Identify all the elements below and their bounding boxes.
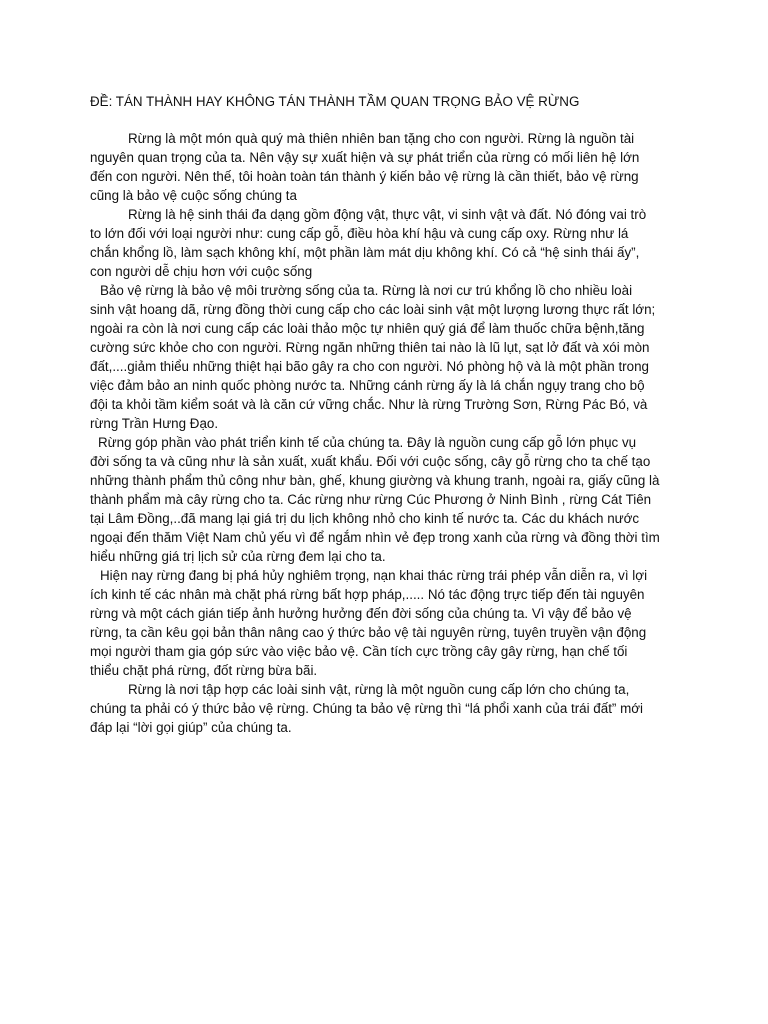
text-line: chắn khổng lồ, làm sạch không khí, một phần làm mát dịu không khí. Có cả “hệ sinh thái ấy”, [90, 245, 640, 260]
paragraph-economy [90, 433, 688, 566]
text-line: ngoài ra còn là nơi cung cấp các loài thảo mộc tự nhiên quý giá để làm thuốc chữa bệnh,tăng [90, 321, 645, 336]
text-line: sinh vật hoang dã, rừng đồng thời cung cấp cho các loài sinh vật một lượng lương thực rất lớn; [90, 302, 656, 317]
text-line: ích kinh tế các nhân mà chặt phá rừng bất hợp pháp,..... Nó tác động trực tiếp đến tài nguyên [90, 587, 645, 602]
document-title: ĐỀ: TÁN THÀNH HAY KHÔNG TÁN THÀNH TẦM QUAN TRỌNG BẢO VỆ RỪNG [90, 94, 580, 109]
document-body [90, 129, 688, 737]
text-line: ngoại đến thăm Việt Nam chủ yếu vì để ngắm nhìn vẻ đẹp trong xanh của rừng và đồng thời tìm [90, 530, 660, 545]
text-line: thiểu chặt phá rừng, đốt rừng bừa bãi. [90, 663, 318, 678]
text-line: Rừng là một món quà quý mà thiên nhiên ban tặng cho con người. Rừng là nguồn tài [128, 131, 635, 146]
text-line: tại Lâm Đồng,..đã mang lại giá trị du lịch không nhỏ cho kinh tế nước ta. Các du khách nước [90, 511, 640, 526]
text-line: đến con người. Nên thế, tôi hoàn toàn tán thành ý kiến bảo vệ rừng là cần thiết, bảo vệ rừng [90, 169, 639, 184]
paragraph-deforestation [90, 566, 688, 680]
text-line: Rừng góp phần vào phát triển kinh tế của chúng ta. Đây là nguồn cung cấp gỗ lớn phục vụ [98, 435, 637, 450]
text-line: Hiện nay rừng đang bị phá hủy nghiêm trọng, nạn khai thác rừng trái phép vẫn diễn ra, vì lợi [100, 568, 648, 583]
text-line: đời sống ta và cũng như là sản xuất, xuất khẩu. Đối với cuộc sống, cây gỗ rừng cho ta chế tạo [90, 454, 651, 469]
text-line: việc đảm bảo an ninh quốc phòng nước ta. Những cánh rừng ấy là lá chắn ngụy trang cho bộ [90, 378, 645, 393]
text-line: to lớn đối với loại người như: cung cấp gỗ, điều hòa khí hậu và cung cấp oxy. Rừng như lá [90, 226, 629, 241]
text-line: những thành phẩm thủ công như bàn, ghế, khung giường và khung tranh, ngoài ra, giấy cũng là [90, 473, 660, 488]
text-line: rừng và một cách gián tiếp ảnh hưởng hưởng đến đời sống của chúng ta. Vì vậy để bảo vệ [90, 606, 632, 621]
paragraph-ecosystem [90, 205, 688, 281]
text-line: thành phẩm mà cây rừng cho ta. Các rừng như rừng Cúc Phương ở Ninh Bình , rừng Cát Tiên [90, 492, 652, 507]
text-line: Rừng là nơi tập hợp các loài sinh vật, rừng là một nguồn cung cấp lớn cho chúng ta, [128, 682, 630, 697]
text-line: Rừng là hệ sinh thái đa dạng gồm động vật, thực vật, vi sinh vật và đất. Nó đóng vai trò [128, 207, 647, 222]
text-line: rừng Trần Hưng Đạo. [90, 416, 219, 431]
text-line: cường sức khỏe cho con người. Rừng ngăn những thiên tai nào là lũ lụt, sạt lở đất và xói mòn [90, 340, 650, 355]
text-line: đất,....giảm thiểu những thiệt hại bão gây ra cho con người. Nó phòng hộ và là một phần trong [90, 359, 649, 374]
paragraph-environment [90, 281, 688, 433]
paragraph-intro [90, 129, 688, 205]
text-line: hiểu những giá trị lịch sử của rừng đem lại cho ta. [90, 549, 386, 564]
text-line: đáp lại “lời gọi giúp” của chúng ta. [90, 720, 292, 735]
paragraph-conclusion [90, 680, 688, 737]
text-line: chúng ta phải có ý thức bảo vệ rừng. Chúng ta bảo vệ rừng thì “lá phổi xanh của trái đất” mới [90, 701, 644, 716]
text-line: mọi người tham gia góp sức vào việc bảo vệ. Cần tích cực trồng cây gây rừng, hạn chế tối [90, 644, 628, 659]
text-line: rừng, ta cần kêu gọi bản thân nâng cao ý thức bảo vệ tài nguyên rừng, tuyên truyền vận động [90, 625, 647, 640]
text-line: cũng là bảo vệ cuộc sống chúng ta [90, 188, 297, 203]
text-line: con người dễ chịu hơn với cuộc sống [90, 264, 313, 279]
text-line: đội ta khỏi tầm kiểm soát và là căn cứ vững chắc. Như là rừng Trường Sơn, Rừng Pác Bó, và [90, 397, 648, 412]
text-line: Bảo vệ rừng là bảo vệ môi trường sống của ta. Rừng là nơi cư trú khổng lồ cho nhiều loài [100, 283, 633, 298]
text-line: nguyên quan trọng của ta. Nên vậy sự xuất hiện và sự phát triển của rừng có mối liên hệ lớn [90, 150, 640, 165]
